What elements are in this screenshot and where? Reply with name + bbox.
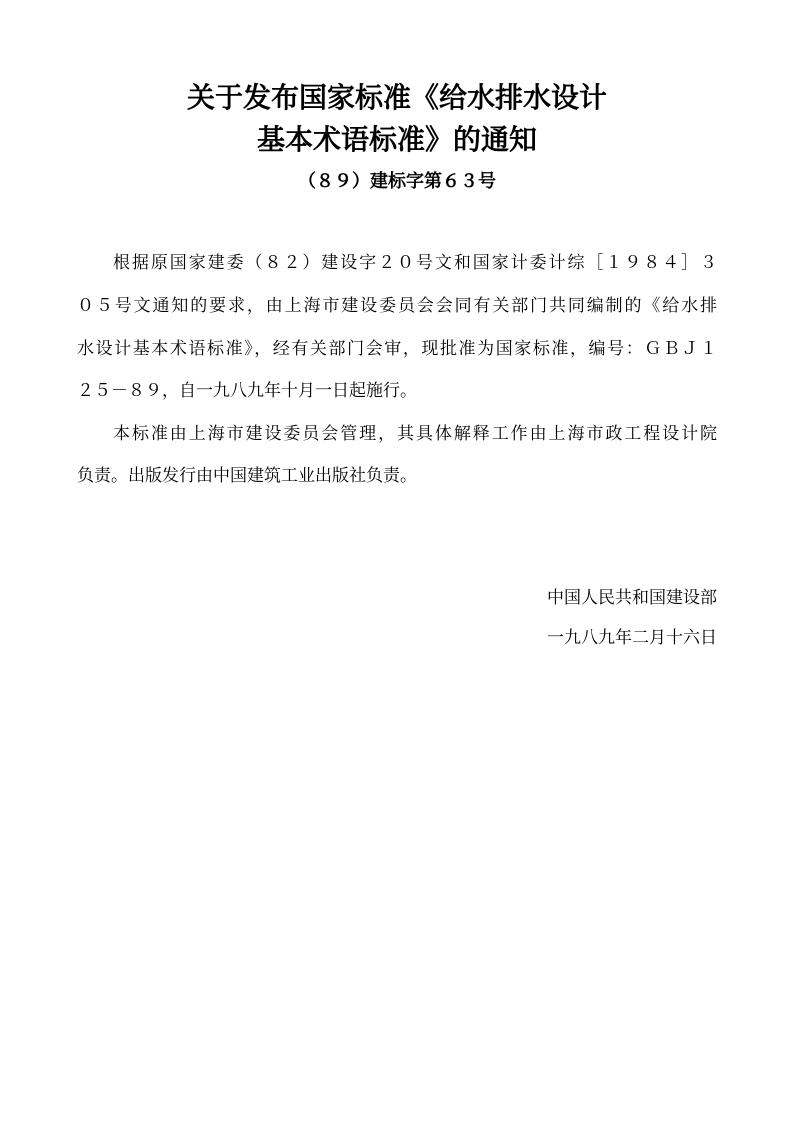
paragraph-1-line-1: 根据原国家建委（８２）建设字２０号文和国家计委计综［１９８４］３	[113, 253, 717, 273]
issue-date: 一九八九年二月十六日	[547, 628, 717, 648]
issuer-signature: 中国人民共和国建设部	[547, 588, 717, 608]
paragraph-2-line-2: 负责。出版发行由中国建筑工业出版社负责。	[77, 466, 417, 486]
document-title-line-1: 关于发布国家标准《给水排水设计	[186, 81, 607, 114]
paragraph-1-line-3: 水设计基本术语标准》，经有关部门会审，现批准为国家标准，编号：ＧＢＪ１	[77, 339, 717, 359]
document-title-line-2: 基本术语标准》的通知	[256, 123, 537, 156]
paragraph-1-line-2: ０５号文通知的要求，由上海市建设委员会会同有关部门共同编制的《给水排	[77, 296, 717, 316]
document-number: （８９）建标字第６３号	[298, 171, 496, 192]
paragraph-1-line-4: ２５－８９，自一九八九年十月一日起施行。	[77, 381, 417, 401]
paragraph-2-line-1: 本标准由上海市建设委员会管理，其具体解释工作由上海市政工程设计院	[113, 424, 717, 444]
